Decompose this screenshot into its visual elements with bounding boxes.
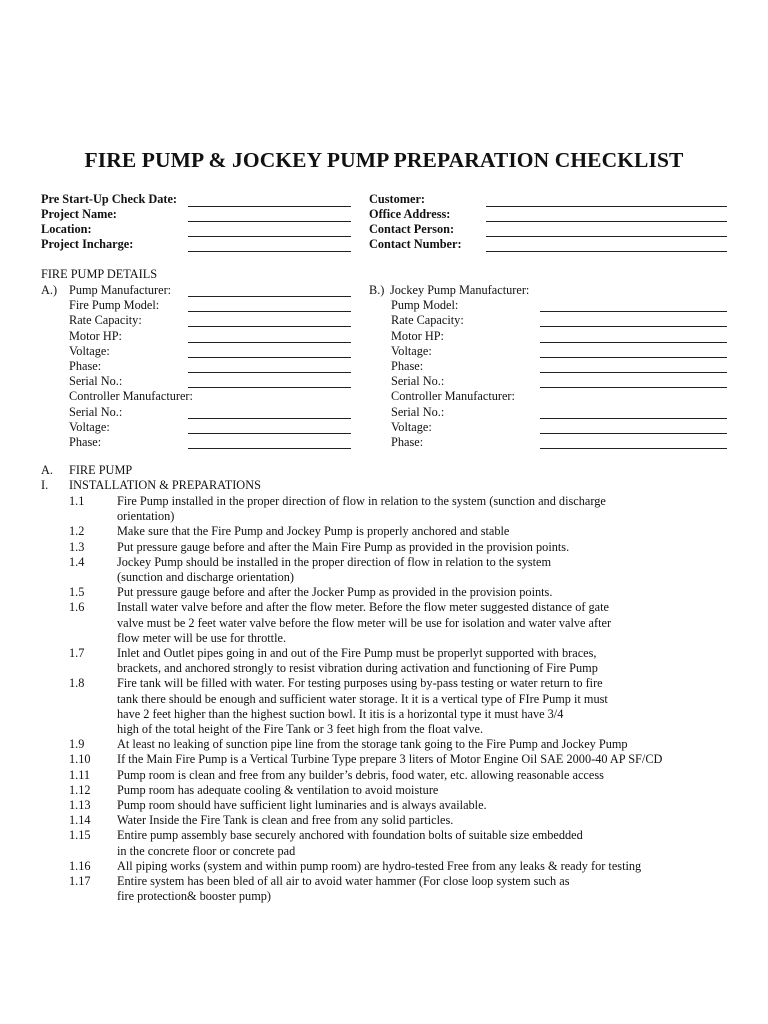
- jockey-pump-field-label: Motor HP:: [391, 328, 444, 343]
- contact-number-label: Contact Number:: [369, 237, 462, 251]
- check-date-field[interactable]: [188, 206, 351, 207]
- checklist-item-number: 1.5: [69, 585, 85, 600]
- contact-person-field[interactable]: [486, 236, 727, 237]
- checklist-item-text: brackets, and anchored strongly to resist vibration during activation and functioning of Fire Pump: [117, 661, 598, 676]
- checklist-item-number: 1.12: [69, 782, 91, 797]
- jockey-pump-field-line[interactable]: [540, 418, 727, 419]
- checklist-item-text: flow meter will be use for throttle.: [117, 630, 287, 645]
- section-i-title: INSTALLATION & PREPARATIONS: [69, 478, 261, 492]
- office-address-label: Office Address:: [369, 207, 451, 221]
- checklist-item-text: have 2 feet higher than the highest suction bowl. It itis is a horizontal type it must have 3/4: [117, 706, 564, 721]
- checklist-item-text: At least no leaking of sunction pipe line from the storage tank going to the Fire Pump and Jockey Pump: [117, 737, 628, 752]
- fire-pump-field-label: Serial No.:: [69, 374, 123, 389]
- fire-pump-field-line[interactable]: [188, 448, 351, 449]
- fire-pump-field-line[interactable]: [188, 326, 351, 327]
- checklist-item-number: 1.16: [69, 858, 91, 873]
- checklist-item-number: 1.4: [69, 554, 85, 569]
- fire-pump-field-label: Serial No.:: [69, 404, 123, 419]
- fire-pump-field-line[interactable]: [188, 357, 351, 358]
- jockey-pump-field-label: Serial No.:: [391, 374, 445, 389]
- checklist-item-text: fire protection& booster pump): [117, 889, 272, 904]
- checklist-item-text: All piping works (system and within pump room) are hydro-tested Free from any leaks & ready for testing: [117, 858, 642, 873]
- details-heading: FIRE PUMP DETAILS: [41, 267, 158, 281]
- checklist-item-text: Put pressure gauge before and after the Jocker Pump as provided in the provision points.: [117, 585, 553, 600]
- page-title: FIRE PUMP & JOCKEY PUMP PREPARATION CHECKLIST: [84, 148, 684, 172]
- checklist-item-text: Entire pump assembly base securely anchored with foundation bolts of suitable size embedded: [117, 828, 583, 843]
- checklist-item-text: Pump room is clean and free from any builder’s debris, food water, etc. allowing reasonable access: [117, 767, 604, 782]
- checklist-item-text: Inlet and Outlet pipes going in and out of the Fire Pump must be properlyt supported with braces,: [117, 646, 597, 660]
- checklist-item-number: 1.14: [69, 813, 91, 828]
- customer-field[interactable]: [486, 206, 727, 207]
- checklist-item-number: 1.2: [69, 524, 85, 539]
- checklist-item-text: Jockey Pump should be installed in the proper direction of flow in relation to the system: [117, 554, 552, 569]
- section-a-letter: A.: [41, 463, 53, 477]
- checklist-item-number: 1.13: [69, 798, 91, 812]
- checklist-item-text: Put pressure gauge before and after the Main Fire Pump as provided in the provision points.: [117, 539, 570, 554]
- checklist-item-text: Make sure that the Fire Pump and Jockey Pump is properly anchored and stable: [117, 524, 510, 539]
- jockey-pump-field-label: Serial No.:: [391, 404, 445, 419]
- check-date-label: Pre Start-Up Check Date:: [41, 192, 178, 206]
- contact-number-field[interactable]: [486, 251, 727, 252]
- checklist-item-text: Fire tank will be filled with water. For testing purposes using by-pass testing or water return to fire: [117, 676, 603, 691]
- jockey-pump-field-line[interactable]: [540, 342, 727, 343]
- section-a-marker: A.): [41, 283, 58, 297]
- checklist-item-text: Entire system has been bled of all air to avoid water hammer (For close loop system such as: [117, 874, 570, 888]
- jockey-pump-field-label: Jockey Pump Manufacturer:: [390, 283, 530, 297]
- jockey-pump-field-label: Voltage:: [391, 343, 432, 358]
- jockey-pump-field-line[interactable]: [540, 433, 727, 434]
- fire-pump-field-label: Fire Pump Model:: [69, 298, 160, 313]
- checklist-item-number: 1.1: [69, 494, 85, 508]
- section-a-title: FIRE PUMP: [69, 463, 133, 477]
- jockey-pump-field-line[interactable]: [540, 326, 727, 327]
- customer-label: Customer:: [369, 192, 426, 206]
- jockey-pump-field-line[interactable]: [540, 387, 727, 388]
- jockey-pump-field-label: Controller Manufacturer:: [391, 389, 515, 404]
- fire-pump-field-label: Controller Manufacturer:: [69, 389, 193, 404]
- checklist-item-text: If the Main Fire Pump is a Vertical Turbine Type prepare 3 liters of Motor Engine Oil SAE 2000-40 AP SF/CD: [117, 752, 663, 767]
- location-label: Location:: [41, 222, 92, 236]
- location-field[interactable]: [188, 236, 351, 237]
- fire-pump-field-label: Voltage:: [69, 419, 110, 434]
- fire-pump-field-label: Phase:: [69, 359, 102, 373]
- project-incharge-field[interactable]: [188, 251, 351, 252]
- checklist-item-number: 1.15: [69, 828, 91, 843]
- jockey-pump-field-line[interactable]: [540, 372, 727, 373]
- fire-pump-field-line[interactable]: [188, 372, 351, 373]
- contact-person-label: Contact Person:: [369, 222, 455, 236]
- fire-pump-field-line[interactable]: [188, 342, 351, 343]
- checklist-item-number: 1.17: [69, 874, 91, 888]
- fire-pump-field-label: Voltage:: [69, 343, 110, 358]
- section-b-marker: B.): [369, 283, 385, 297]
- jockey-pump-field-label: Phase:: [391, 435, 424, 449]
- jockey-pump-field-label: Phase:: [391, 359, 424, 373]
- jockey-pump-field-line[interactable]: [540, 311, 727, 312]
- fire-pump-field-label: Pump Manufacturer:: [69, 283, 172, 297]
- checklist-item-text: Water Inside the Fire Tank is clean and free from any solid particles.: [117, 813, 454, 828]
- fire-pump-field-line[interactable]: [188, 387, 351, 388]
- checklist-item-number: 1.9: [69, 737, 85, 752]
- checklist-item-number: 1.11: [69, 767, 91, 782]
- jockey-pump-field-label: Pump Model:: [391, 298, 459, 313]
- project-incharge-label: Project Incharge:: [41, 237, 134, 251]
- project-name-field[interactable]: [188, 221, 351, 222]
- checklist-item-text: high of the total height of the Fire Tank or 3 feet high from the float valve.: [117, 722, 484, 736]
- checklist-item-number: 1.3: [69, 539, 85, 554]
- fire-pump-field-label: Phase:: [69, 435, 102, 449]
- section-i-letter: I.: [41, 478, 49, 492]
- checklist-item-text: (sunction and discharge orientation): [117, 570, 295, 584]
- checklist-item-text: Install water valve before and after the flow meter. Before the flow meter suggested distance of gate: [117, 600, 610, 615]
- checklist-item-text: valve must be 2 feet water valve before the flow meter will be use for isolation and water valve after: [117, 615, 612, 630]
- fire-pump-field-line[interactable]: [188, 433, 351, 434]
- jockey-pump-field-label: Rate Capacity:: [391, 313, 464, 328]
- fire-pump-field-line[interactable]: [188, 311, 351, 312]
- checklist-item-text: Pump room should have sufficient light luminaries and is always available.: [117, 798, 487, 812]
- checklist-item-number: 1.6: [69, 600, 85, 615]
- fire-pump-field-line[interactable]: [188, 296, 351, 297]
- jockey-pump-field-line[interactable]: [540, 357, 727, 358]
- checklist-item-text: Fire Pump installed in the proper direction of flow in relation to the system (sunction and discharge: [117, 494, 606, 508]
- jockey-pump-field-line[interactable]: [540, 448, 727, 449]
- checklist-item-text: orientation): [117, 509, 175, 524]
- fire-pump-field-label: Rate Capacity:: [69, 313, 142, 328]
- fire-pump-field-label: Motor HP:: [69, 328, 122, 343]
- office-address-field[interactable]: [486, 221, 727, 222]
- project-name-label: Project Name:: [41, 207, 117, 221]
- checklist-item-number: 1.7: [69, 646, 85, 660]
- checklist-item-number: 1.10: [69, 752, 91, 767]
- jockey-pump-field-label: Voltage:: [391, 419, 432, 434]
- checklist-item-text: Pump room has adequate cooling & ventilation to avoid moisture: [117, 782, 439, 797]
- checklist-item-text: tank there should be enough and sufficient water storage. It it is a vertical type of FIre Pump it must: [117, 691, 608, 706]
- checklist-item-number: 1.8: [69, 676, 85, 691]
- checklist-item-text: in the concrete floor or concrete pad: [117, 843, 296, 858]
- fire-pump-field-line[interactable]: [188, 418, 351, 419]
